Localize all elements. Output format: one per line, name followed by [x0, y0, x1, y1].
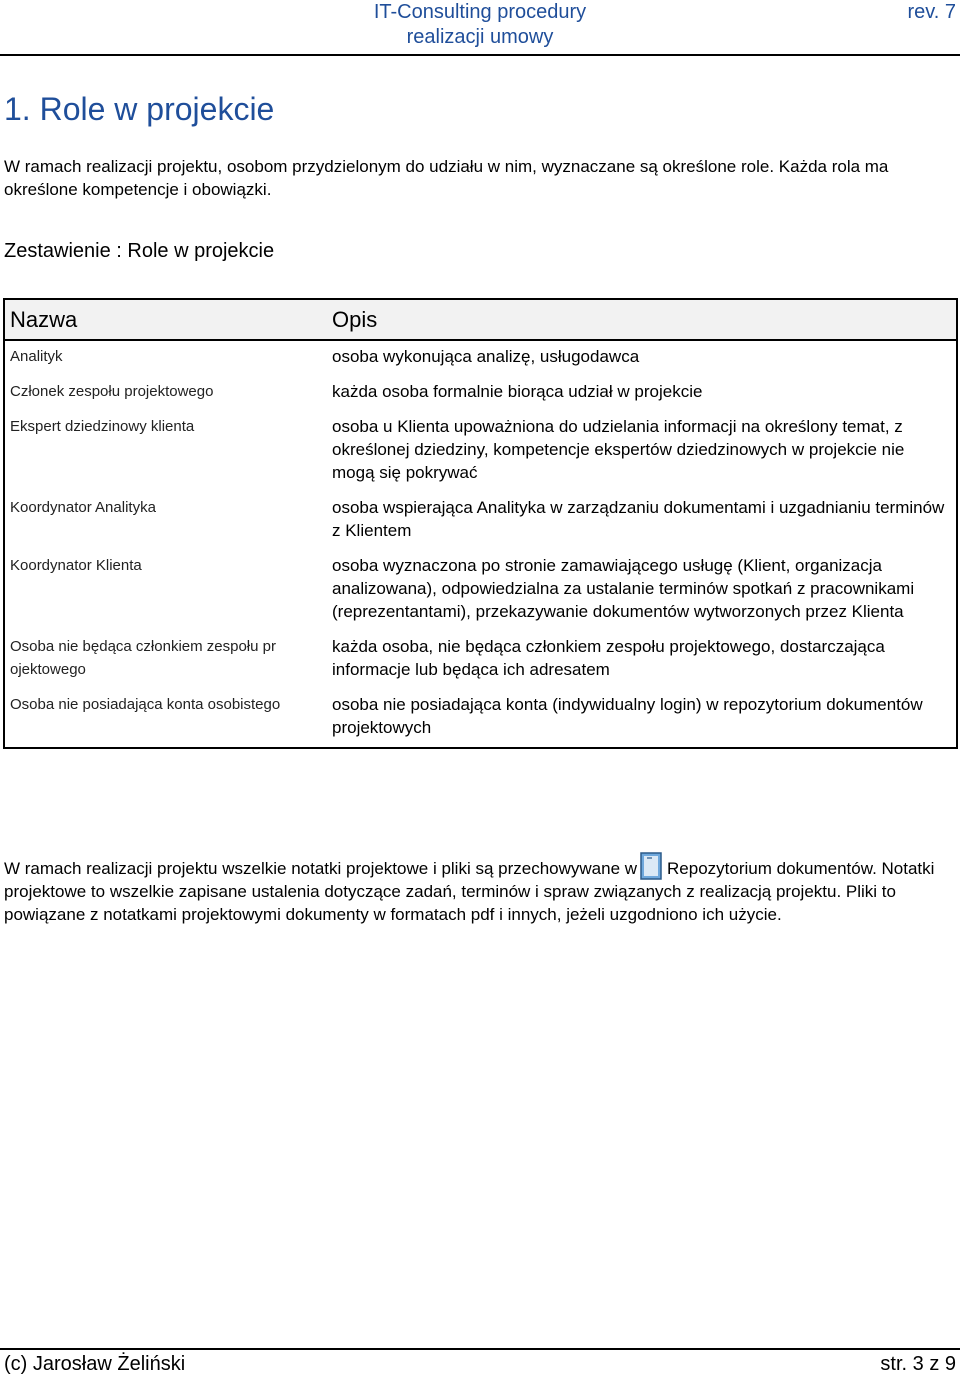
page-number: str. 3 z 9: [880, 1353, 956, 1375]
document-title: [0, 0, 960, 50]
role-description: osoba wykonująca analizę, usługodawca: [332, 347, 640, 366]
table-row: [4, 492, 957, 550]
table-caption: Zestawienie : Role w projekcie: [4, 240, 275, 262]
table-header-row: [4, 299, 957, 340]
role-name: Analityk: [10, 348, 63, 365]
role-name: Osoba nie będąca członkiem zespołu pr ojektowego: [10, 638, 276, 678]
document-title-line2: realizacji umowy: [406, 26, 554, 48]
role-description: osoba u Klienta upoważniona do udzielania informacji na określony temat, z określonej dziedziny, kompetencje ekspertów dziedzinowych w projekcie nie mogą się pokrywać: [332, 417, 905, 482]
role-name: Osoba nie posiadająca konta osobistego: [10, 696, 281, 713]
role-description: osoba nie posiadająca konta (indywidualny login) w repozytorium dokumentów projektowych: [332, 695, 923, 737]
document-title-line1: IT-Consulting procedury: [373, 1, 587, 23]
section-title: 1. Role w projekcie: [4, 91, 275, 127]
repository-paragraph: [4, 852, 954, 926]
role-name: Koordynator Analityka: [10, 499, 156, 516]
document-icon[interactable]: [640, 852, 662, 880]
role-description: każda osoba formalnie biorąca udział w projekcie: [332, 382, 703, 401]
role-name: Ekspert dziedzinowy klienta: [10, 418, 195, 435]
role-description: osoba wyznaczona po stronie zamawiającego usługę (Klient, organizacja analizowana), odpowiedzialna za ustalanie terminów spotkań z pracownikami (reprezentantami), przekazywanie dokumentów wytworzonych przez Klienta: [332, 556, 915, 621]
page-header: [0, 0, 960, 56]
copyright-label: (c) Jarosław Żeliński: [4, 1353, 186, 1375]
table-row: [4, 550, 957, 631]
table-row: [4, 689, 957, 748]
revision-label: rev. 7: [907, 1, 956, 23]
table-row: [4, 411, 957, 492]
table-row: [4, 376, 957, 411]
roles-table: [3, 298, 958, 749]
intro-paragraph: W ramach realizacji projektu, osobom przydzielonym do udziału w nim, wyznaczane są określone role. Każda rola ma określone kompetencje i obowiązki.: [4, 157, 889, 199]
column-header-name: Nazwa: [4, 299, 327, 340]
role-description: osoba wspierająca Analityka w zarządzaniu dokumentami i uzgadnianiu terminów z Klientem: [332, 498, 945, 540]
page-footer: [0, 1348, 960, 1376]
repository-text-after: Repozytorium dokumentów. Notatki projektowe to wszelkie zapisane ustalenia dotyczące zadań, terminów i spraw związanych z realizacją projektu. Pliki to powiązane z notatkami projektowymi dokumenty w formatach pdf i innych, jeżeli uzgodniono ich użycie.: [4, 859, 935, 924]
table-row: [4, 340, 957, 376]
role-name: Członek zespołu projektowego: [10, 383, 214, 400]
table-row: [4, 631, 957, 689]
column-header-description: Opis: [327, 299, 957, 340]
repository-text-before: W ramach realizacji projektu wszelkie notatki projektowe i pliki są przechowywane w: [4, 859, 638, 878]
role-description: każda osoba, nie będąca członkiem zespołu projektowego, dostarczająca informacje lub będąca ich adresatem: [332, 637, 885, 679]
role-name: Koordynator Klienta: [10, 557, 142, 574]
